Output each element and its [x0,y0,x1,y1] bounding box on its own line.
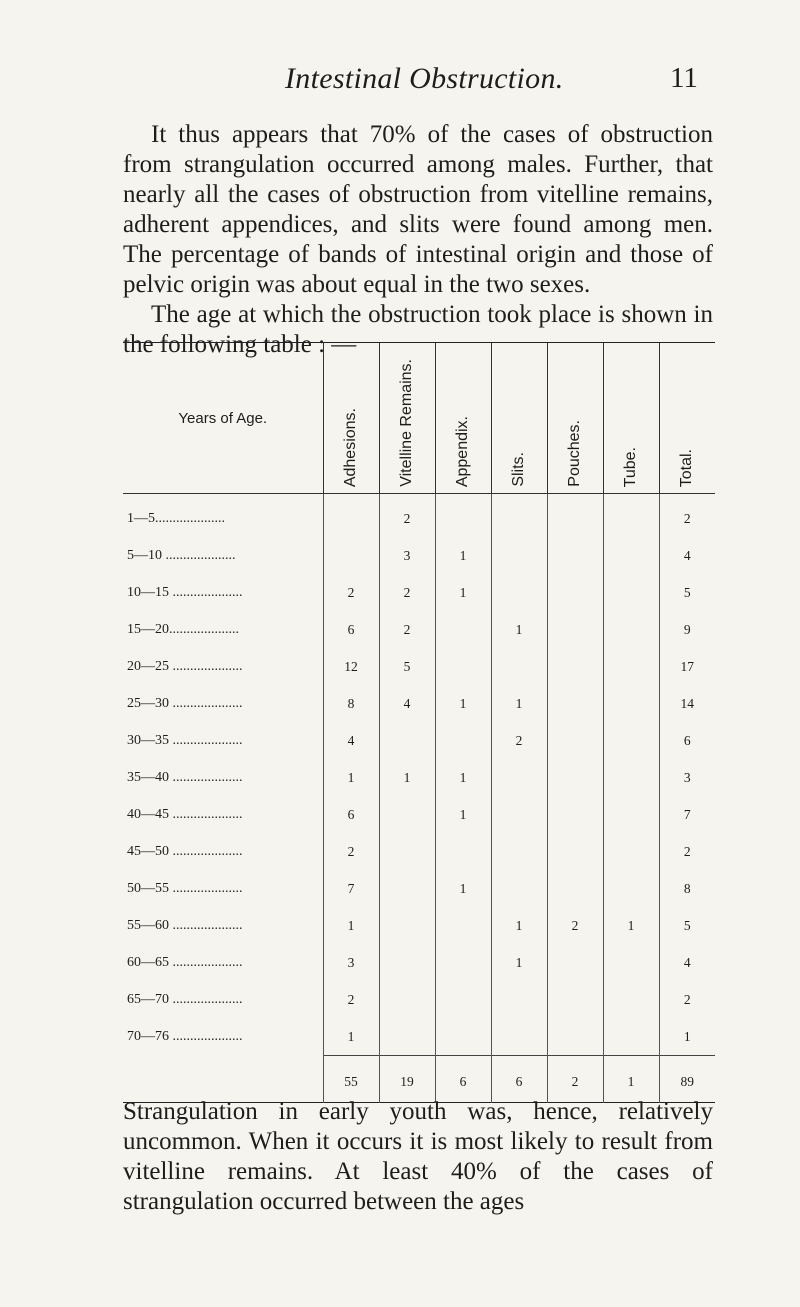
count-cell: 1 [379,759,435,796]
count-cell [491,870,547,907]
table-row [123,981,715,1018]
column-header [491,343,547,494]
count-cell [491,833,547,870]
count-cell: 6 [659,722,715,759]
column-header [435,343,491,494]
age-range-cell: 20—25 .................... [127,658,243,674]
count-cell: 1 [491,907,547,944]
count-cell: 2 [379,574,435,611]
count-cell: 1 [435,759,491,796]
closing-text: Strangulation in early youth was, hence, relatively uncommon. When it occurs it is most likely to result from vitelline remains. At least 40% of the cases of strangulation occurred between the ages [123,1098,713,1215]
count-cell: 1 [603,907,659,944]
table-row [123,574,715,611]
count-cell [603,833,659,870]
count-cell [603,870,659,907]
count-cell: 1 [435,574,491,611]
count-cell: 2 [547,907,603,944]
column-header-label: Tube. [622,446,639,487]
table-row [123,685,715,722]
count-cell: 1 [491,685,547,722]
totals-row [123,1056,715,1103]
count-cell [547,574,603,611]
count-cell [435,611,491,648]
count-cell: 9 [659,611,715,648]
count-cell [379,1018,435,1056]
table-row [123,796,715,833]
count-cell [547,648,603,685]
column-header [603,343,659,494]
page-number: 11 [670,62,698,94]
age-range-cell: 1—5.................... [127,510,225,526]
count-cell: 2 [323,833,379,870]
closing-paragraph [123,1097,713,1217]
count-cell [435,1018,491,1056]
intro-text-b: The age at which the obstruction took place is shown in the following table : — [123,301,713,358]
count-cell: 4 [379,685,435,722]
total-cell: 1 [603,1056,659,1103]
count-cell: 3 [323,944,379,981]
count-cell: 2 [323,574,379,611]
intro-text-a: It thus appears that 70% of the cases of obstruction from strangulation occurred among males. Further, that nearly all the cases of obstruction from vitelline remains, adherent appendices, and slits were found among men. The percentage of bands of intestinal origin and those of pelvic origin was about equal in the two sexes. [123,121,713,298]
count-cell: 1 [435,537,491,574]
column-header-label: Adhesions. [342,407,359,487]
count-cell: 1 [435,870,491,907]
count-cell [547,944,603,981]
count-cell: 8 [659,870,715,907]
count-cell: 6 [323,611,379,648]
count-cell [603,1018,659,1056]
count-cell [379,944,435,981]
count-cell [491,537,547,574]
column-header-label: Total. [678,448,696,487]
count-cell [547,796,603,833]
count-cell: 2 [379,494,435,538]
count-cell: 5 [659,907,715,944]
count-cell [435,833,491,870]
count-cell: 2 [659,494,715,538]
total-cell: 6 [435,1056,491,1103]
count-cell [603,722,659,759]
table-row [123,833,715,870]
count-cell: 12 [323,648,379,685]
count-cell [547,611,603,648]
count-cell [491,1018,547,1056]
age-range-cell: 25—30 .................... [127,695,243,711]
count-cell [435,907,491,944]
count-cell [547,685,603,722]
age-range-cell: 65—70 .................... [127,991,243,1007]
count-cell [491,796,547,833]
count-cell: 5 [379,648,435,685]
count-cell: 2 [323,981,379,1018]
count-cell [547,1018,603,1056]
count-cell: 14 [659,685,715,722]
count-cell: 1 [435,685,491,722]
column-header [379,343,435,494]
count-cell [603,796,659,833]
count-cell: 1 [491,944,547,981]
table-row [123,722,715,759]
column-header-label: Appendix. [454,415,471,487]
count-cell [435,648,491,685]
column-header-label: Slits. [510,452,527,487]
age-range-cell: 40—45 .................... [127,806,243,822]
page-header [0,62,800,102]
total-cell: 2 [547,1056,603,1103]
column-header-label: Vitelline Remains. [398,359,415,487]
count-cell [491,981,547,1018]
age-range-cell: 60—65 .................... [127,954,243,970]
column-header [323,343,379,494]
count-cell: 1 [323,759,379,796]
count-cell [547,759,603,796]
age-range-cell: 50—55 .................... [127,880,243,896]
count-cell: 2 [379,611,435,648]
running-title: Intestinal Obstruction. [285,62,564,95]
age-range-cell: 35—40 .................... [127,769,243,785]
count-cell [547,870,603,907]
count-cell [491,648,547,685]
column-header-label: Pouches. [566,420,583,487]
count-cell [379,981,435,1018]
count-cell: 4 [323,722,379,759]
count-cell [379,722,435,759]
total-cell: 89 [659,1056,715,1103]
count-cell: 5 [659,574,715,611]
count-cell [435,981,491,1018]
count-cell [323,537,379,574]
count-cell: 7 [323,870,379,907]
count-cell [603,759,659,796]
count-cell: 4 [659,944,715,981]
count-cell [435,722,491,759]
count-cell [547,537,603,574]
table-row [123,907,715,944]
count-cell [491,759,547,796]
table-row [123,944,715,981]
table-row [123,494,715,538]
total-cell: 19 [379,1056,435,1103]
total-cell: 6 [491,1056,547,1103]
count-cell [603,648,659,685]
table-row [123,648,715,685]
count-cell [603,494,659,538]
count-cell: 2 [659,981,715,1018]
count-cell [547,981,603,1018]
count-cell: 7 [659,796,715,833]
count-cell [435,494,491,538]
age-range-cell: 55—60 .................... [127,917,243,933]
count-cell [603,537,659,574]
count-cell: 3 [379,537,435,574]
count-cell [547,833,603,870]
age-range-cell: 45—50 .................... [127,843,243,859]
count-cell [491,494,547,538]
count-cell: 4 [659,537,715,574]
intro-paragraph [123,120,713,360]
count-cell: 2 [659,833,715,870]
count-cell [323,494,379,538]
table-row [123,870,715,907]
count-cell [603,574,659,611]
table-header-row [123,343,715,494]
count-cell: 1 [491,611,547,648]
count-cell: 6 [323,796,379,833]
table-body [123,494,715,1056]
table-row [123,1018,715,1056]
age-range-cell: 70—76 .................... [127,1028,243,1044]
age-column-header: Years of Age. [123,343,323,494]
count-cell [379,907,435,944]
count-cell [379,796,435,833]
count-cell [603,685,659,722]
count-cell: 17 [659,648,715,685]
column-header [547,343,603,494]
age-range-cell: 10—15 .................... [127,584,243,600]
column-header [659,343,715,494]
count-cell [379,833,435,870]
count-cell: 2 [491,722,547,759]
table-row [123,611,715,648]
age-table [123,342,715,1103]
table-row [123,537,715,574]
count-cell [435,944,491,981]
count-cell [547,722,603,759]
count-cell [379,870,435,907]
count-cell [491,574,547,611]
count-cell: 1 [323,907,379,944]
age-range-cell: 15—20.................... [127,621,239,637]
age-range-cell: 30—35 .................... [127,732,243,748]
count-cell: 3 [659,759,715,796]
count-cell: 1 [659,1018,715,1056]
count-cell: 1 [435,796,491,833]
count-cell: 8 [323,685,379,722]
table-row [123,759,715,796]
total-cell: 55 [323,1056,379,1103]
age-range-cell: 5—10 .................... [127,547,236,563]
count-cell [603,944,659,981]
count-cell [603,611,659,648]
count-cell [603,981,659,1018]
count-cell [547,494,603,538]
count-cell: 1 [323,1018,379,1056]
